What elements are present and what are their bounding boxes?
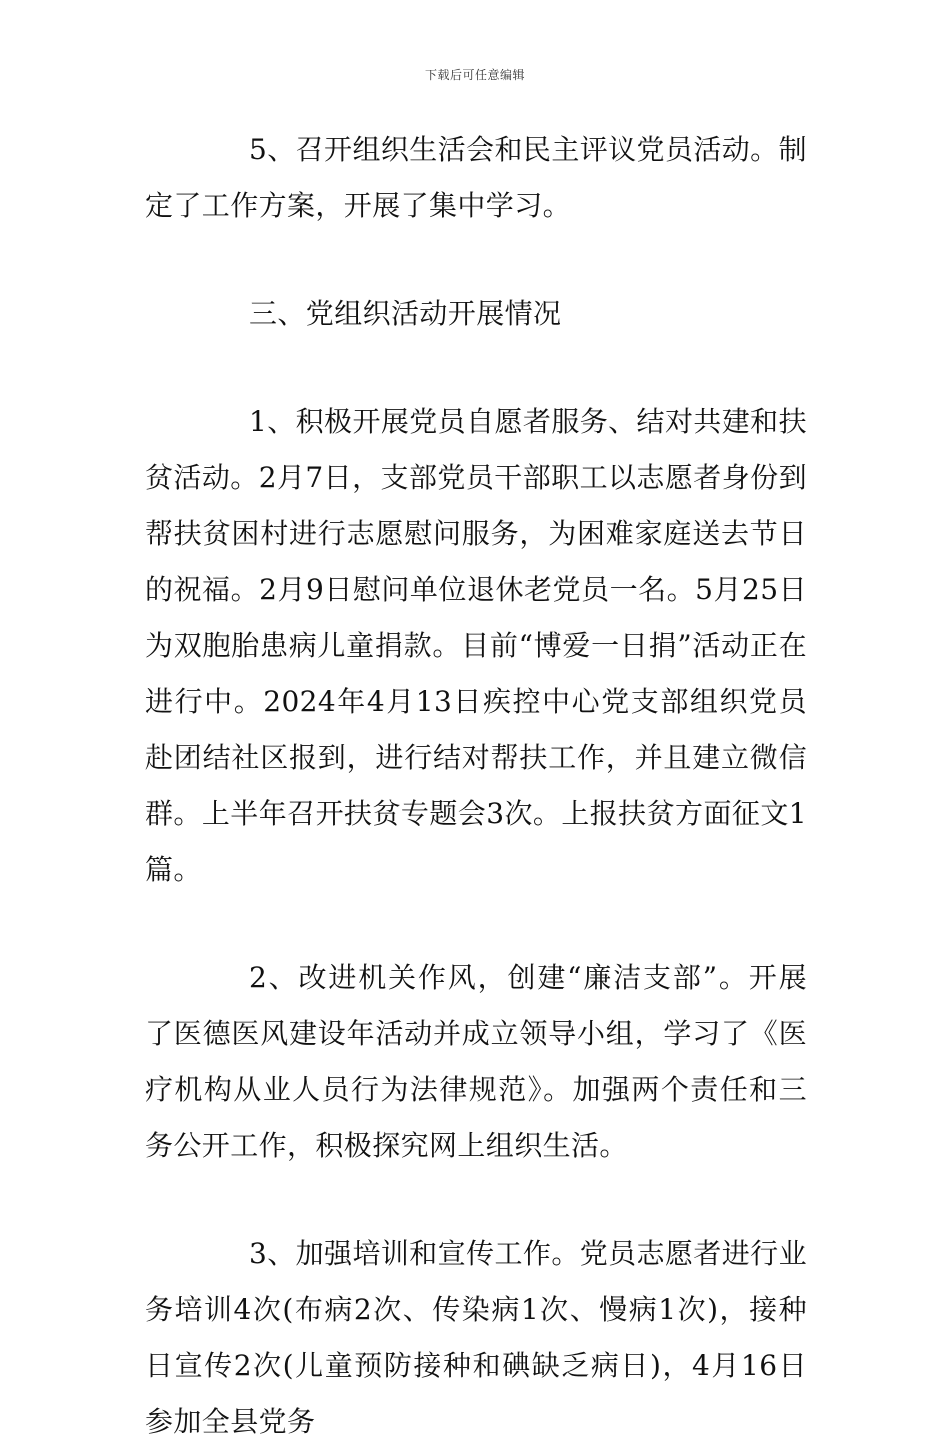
paragraph-item-3: 3、加强培训和宣传工作。党员志愿者进行业务培训4次(布病2次、传染病1次、慢病1次)，接种日宣传2次(儿童预防接种和碘缺乏病日)，4月16日参加全县党务 [145,1237,807,1438]
paragraph-item-1: 1、积极开展党员自愿者服务、结对共建和扶贫活动。2月7日，支部党员干部职工以志愿者身份到帮扶贫困村进行志愿慰问服务，为困难家庭送去节日的祝福。2月9日慰问单位退休老党员一名。5月25日为双胞胎患病儿童捐款。目前“博爱一日捐”活动正在进行中。2024年4月13日疾控中心党支部组织党员赴团结社区报到，进行结对帮扶工作，并且建立微信群。上半年召开扶贫专题会3次。上报扶贫方面征文1篇。 [145,405,807,886]
section-heading: 三、党组织活动开展情况 [249,297,562,330]
paragraph-item-2: 2、改进机关作风，创建“廉洁支部”。开展了医德医风建设年活动并成立领导小组，学习了《医疗机构从业人员行为法律规范》。加强两个责任和三务公开工作，积极探究网上组织生活。 [145,961,807,1162]
document-body [145,122,807,1450]
page-header-note: 下载后可任意编辑 [424,68,525,82]
paragraph-item-5: 5、召开组织生活会和民主评议党员活动。制定了工作方案，开展了集中学习。 [145,133,807,222]
